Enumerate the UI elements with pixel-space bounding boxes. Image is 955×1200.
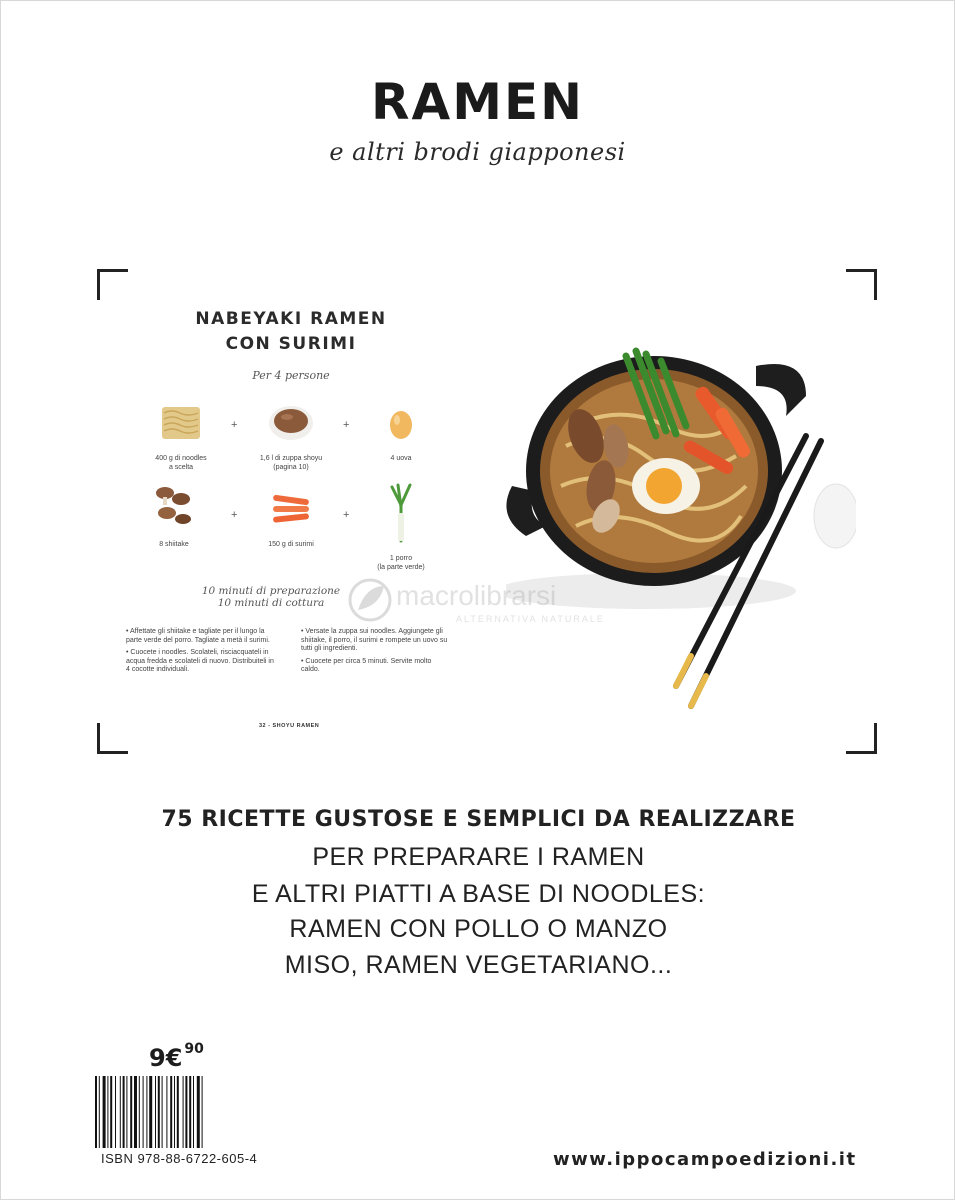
barcode-bar [170,1076,172,1148]
noodles-icon [160,403,202,443]
barcode-bar [183,1076,184,1148]
ingredient-label: 1 porro (la parte verde) [377,555,425,571]
barcode-bar [162,1076,163,1148]
barcode-bar [146,1076,147,1148]
ingredient-noodles [126,403,236,472]
barcode-bar [99,1076,100,1148]
blurb-line: RAMEN CON POLLO O MANZO [289,915,668,943]
ingredient-label: 4 uova [390,455,412,462]
ingredient-shoyu-soup [236,403,346,472]
recipe-page-footer: 32 - SHOYU RAMEN [259,723,320,729]
cook-time: 10 minuti di cottura [217,597,325,609]
recipe-title [151,307,431,357]
barcode-bar [189,1076,191,1148]
recipe-step: • Versate la zuppa sui noodles. Aggiungete gli shiitake, il porro, il surimi e rompete un uovo su tutti gli ingredienti. [301,628,448,652]
ingredient-eggs [346,403,456,463]
frame-corner-bottom-left [97,723,128,754]
blurb-line: MISO, RAMEN VEGETARIANO... [284,951,673,979]
blurb-line: PER PREPARARE I RAMEN [312,843,645,871]
ingredient-label: 8 shiitake [159,541,189,548]
barcode-bar [123,1076,125,1148]
recipe-step: • Affettate gli shiitake e tagliate per il lungo la parte verde del porro. Tagliate a metà il surimi. [126,628,270,644]
book-subtitle: e altri brodi giapponesi [329,138,626,166]
price-cents: 90 [184,1041,204,1057]
ingredient-label: 400 g di noodles a scelta [155,455,207,471]
barcode-bar [110,1076,112,1148]
barcode-bar [202,1076,203,1148]
ingredient-label: 1,6 l di zuppa shoyu (pagina 10) [259,455,323,471]
barcode-bar [126,1076,127,1148]
barcode-bar [120,1076,121,1148]
recipe-title-line1: NABEYAKI RAMEN [195,309,387,329]
barcode-bar [103,1076,106,1148]
watermark [346,576,646,636]
barcode-bar [193,1076,194,1148]
watermark-tagline: ALTERNATIVA NATURALE [456,614,605,624]
blurb-line: E ALTRI PIATTI A BASE DI NOODLES: [251,880,706,908]
mushroom-icon [151,483,197,529]
ingredient-leek [346,483,456,572]
recipe-servings: Per 4 persone [252,369,330,382]
barcode-bar [197,1076,200,1148]
barcode-bar [166,1076,167,1148]
isbn: ISBN 978-88-6722-605-4 [101,1151,258,1166]
frame-corner-top-left [97,269,128,300]
steps-column-left [126,628,276,679]
watermark-brand: macrolibrarsi [396,580,557,611]
book-title: RAMEN [371,73,584,131]
barcode-bar [134,1076,137,1148]
barcode [95,1076,251,1148]
plus-sign: + [231,419,238,431]
ingredient-label: 150 g di surimi [268,541,314,548]
barcode-bar [107,1076,108,1148]
publisher-website: www.ippocampoedizioni.it [553,1149,857,1170]
barcode-bar [174,1076,175,1148]
blurb-headline: 75 RICETTE GUSTOSE E SEMPLICI DA REALIZZARE [161,807,796,832]
frame-corner-top-right [846,269,877,300]
soup-bowl-icon [267,403,315,443]
leek-icon [386,483,416,543]
barcode-bar [115,1076,116,1148]
plus-sign: + [343,419,350,431]
plus-sign: + [343,509,350,521]
recipe-step: • Cuocete per circa 5 minuti. Servite molto caldo. [301,657,432,673]
recipe-timing [171,585,371,609]
frame-corner-bottom-right [846,723,877,754]
barcode-bar [149,1076,152,1148]
ingredient-surimi [236,491,346,549]
price [149,1041,204,1072]
price-main: 9€ [149,1044,183,1072]
barcode-bar [177,1076,179,1148]
leaf-logo-icon [346,576,394,624]
barcode-bar [155,1076,156,1148]
barcode-bar [158,1076,160,1148]
barcode-bar [185,1076,187,1148]
ramen-pot-photo [506,326,856,716]
egg-icon [386,403,416,443]
plus-sign: + [231,509,238,521]
prep-time: 10 minuti di preparazione [201,585,341,597]
barcode-bar [139,1076,140,1148]
recipe-step: • Cuocete i noodles. Scolateli, risciacquateli in acqua fredda e scolateli di nuovo. Distribuiteli in 4 cocotte individuali. [126,649,274,673]
barcode-bar [130,1076,132,1148]
surimi-icon [269,491,313,529]
ingredient-shiitake [119,483,229,549]
recipe-title-line2: CON SURIMI [225,334,357,354]
barcode-bar [143,1076,144,1148]
barcode-bar [95,1076,97,1148]
